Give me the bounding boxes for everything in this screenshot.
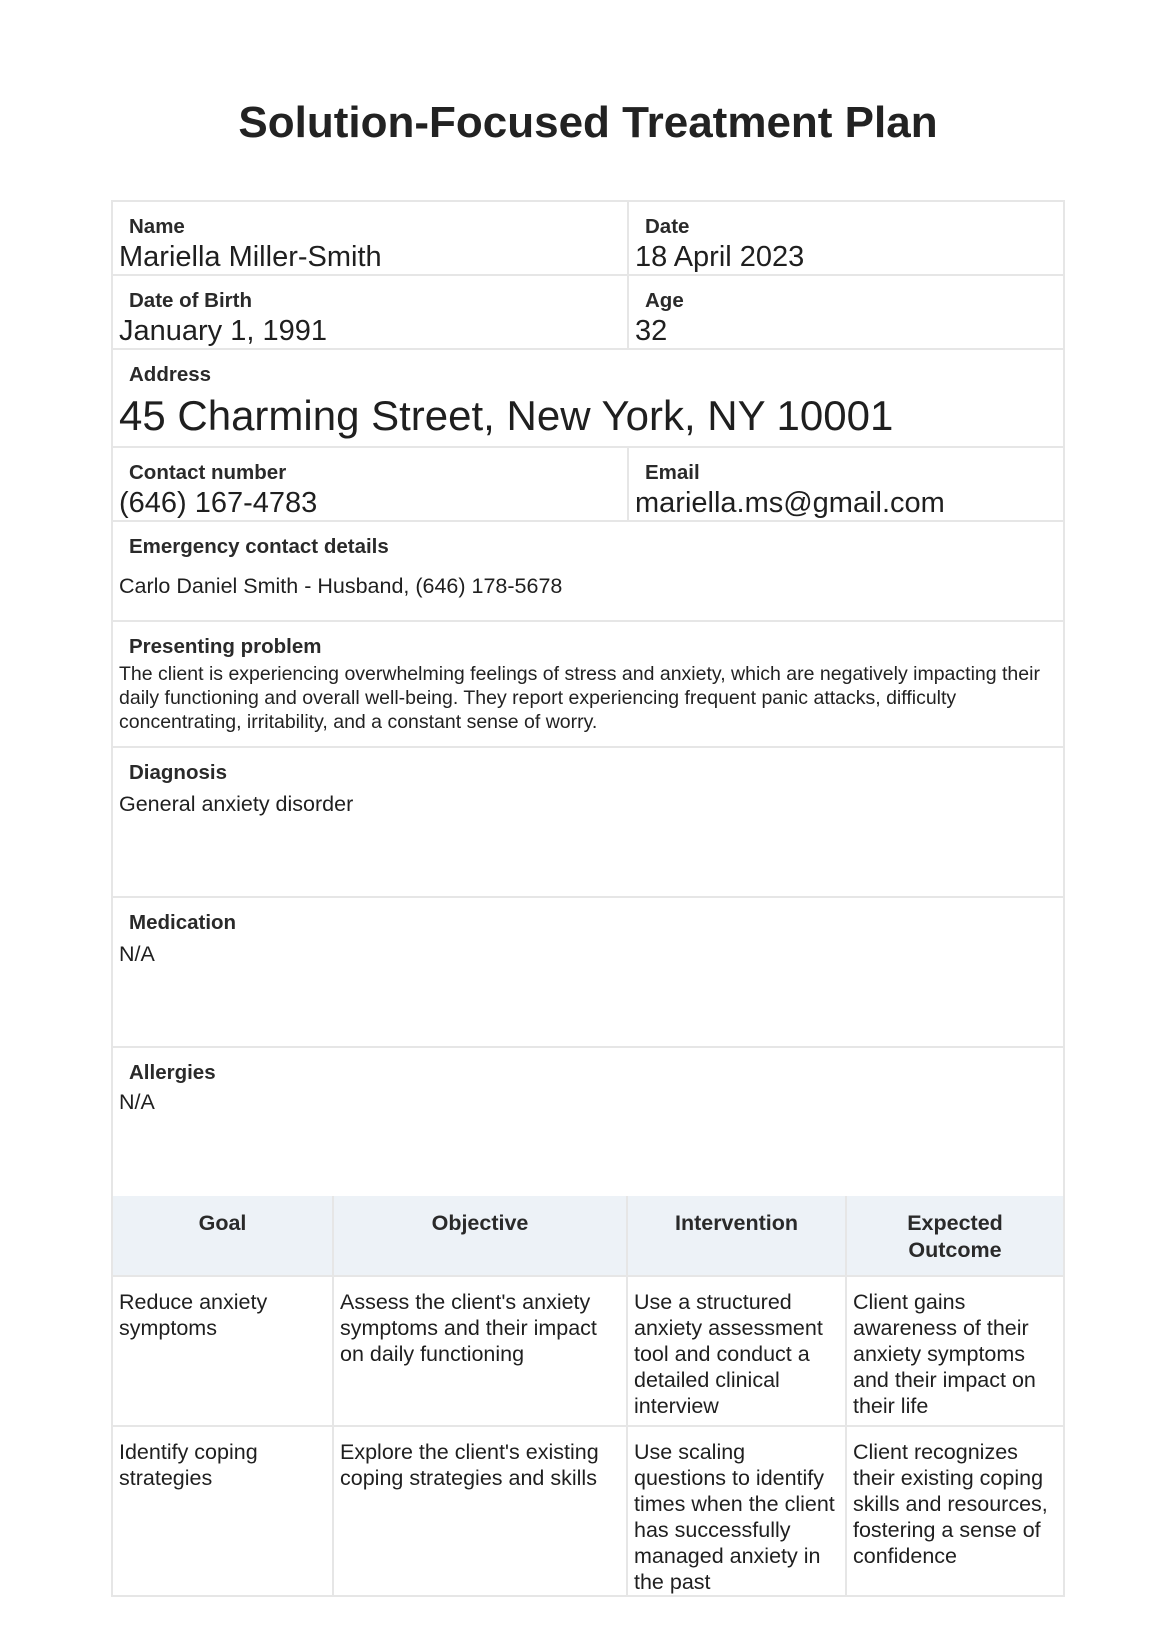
age-cell — [627, 276, 1063, 348]
medication-cell — [113, 898, 1063, 1046]
intervention-cell: Use a structured anxiety assessment tool and conduct a detailed clinical interview — [627, 1276, 846, 1426]
page-title: Solution-Focused Treatment Plan — [238, 98, 938, 147]
dob-cell — [113, 276, 627, 348]
medication-label: Medication — [129, 911, 237, 934]
diagnosis-value: General anxiety disorder — [119, 792, 354, 816]
objective-header: Objective — [333, 1196, 627, 1276]
medication-value: N/A — [119, 942, 155, 966]
name-label: Name — [129, 215, 185, 238]
row-emergency — [113, 522, 1063, 622]
contact-value: (646) 167-4783 — [119, 487, 318, 519]
name-cell — [113, 202, 627, 274]
presenting-value: The client is experiencing overwhelming feelings of stress and anxiety, which are negatively impacting their daily functioning and overall well-being. They report experiencing frequent panic attacks, difficulty concentrating, irritability, and a constant sense of worry. — [119, 663, 1040, 733]
row-contact-email — [113, 448, 1063, 522]
age-label: Age — [645, 289, 684, 312]
goal-cell: Identify coping strategies — [113, 1426, 333, 1595]
date-label: Date — [645, 215, 690, 238]
dob-value: January 1, 1991 — [119, 315, 327, 347]
intervention-header: Intervention — [627, 1196, 846, 1276]
table-header-row — [113, 1196, 1063, 1276]
row-diagnosis — [113, 748, 1063, 898]
date-value: 18 April 2023 — [635, 241, 805, 273]
row-allergies — [113, 1048, 1063, 1196]
name-value: Mariella Miller-Smith — [119, 241, 382, 273]
treatment-plan-form — [111, 200, 1065, 1597]
expected-outcome-cell: Client recognizes their existing coping skills and resources, fostering a sense of confidence — [846, 1426, 1063, 1595]
treatment-plan-table — [113, 1196, 1063, 1595]
intervention-cell: Use scaling questions to identify times when the client has successfully managed anxiety in the past — [627, 1426, 846, 1595]
address-label: Address — [129, 363, 212, 386]
emergency-cell — [113, 522, 1063, 620]
emergency-value: Carlo Daniel Smith - Husband, (646) 178-5678 — [119, 574, 563, 598]
contact-label: Contact number — [129, 461, 287, 484]
email-value: mariella.ms@gmail.com — [635, 487, 945, 519]
row-medication — [113, 898, 1063, 1048]
expected-outcome-header: Expected Outcome — [846, 1196, 1063, 1276]
diagnosis-cell — [113, 748, 1063, 896]
emergency-label: Emergency contact details — [129, 535, 389, 558]
allergies-value: N/A — [119, 1090, 155, 1114]
row-presenting-problem — [113, 622, 1063, 748]
allergies-cell — [113, 1048, 1063, 1196]
objective-cell: Explore the client's existing coping strategies and skills — [333, 1426, 627, 1595]
row-address — [113, 350, 1063, 448]
address-value: 45 Charming Street, New York, NY 10001 — [119, 392, 894, 439]
row-name-date — [113, 202, 1063, 276]
table-row — [113, 1426, 1063, 1595]
objective-cell: Assess the client's anxiety symptoms and their impact on daily functioning — [333, 1276, 627, 1426]
allergies-label: Allergies — [129, 1061, 216, 1084]
presenting-label: Presenting problem — [129, 635, 322, 658]
contact-cell — [113, 448, 627, 520]
address-cell — [113, 350, 1063, 446]
goal-header: Goal — [113, 1196, 333, 1276]
expected-outcome-cell: Client gains awareness of their anxiety symptoms and their impact on their life — [846, 1276, 1063, 1426]
row-dob-age — [113, 276, 1063, 350]
email-cell — [627, 448, 1063, 520]
age-value: 32 — [635, 315, 668, 347]
goal-cell: Reduce anxiety symptoms — [113, 1276, 333, 1426]
email-label: Email — [645, 461, 700, 484]
date-cell — [627, 202, 1063, 274]
diagnosis-label: Diagnosis — [129, 761, 227, 784]
presenting-cell — [113, 622, 1063, 746]
table-row — [113, 1276, 1063, 1426]
dob-label: Date of Birth — [129, 289, 252, 312]
